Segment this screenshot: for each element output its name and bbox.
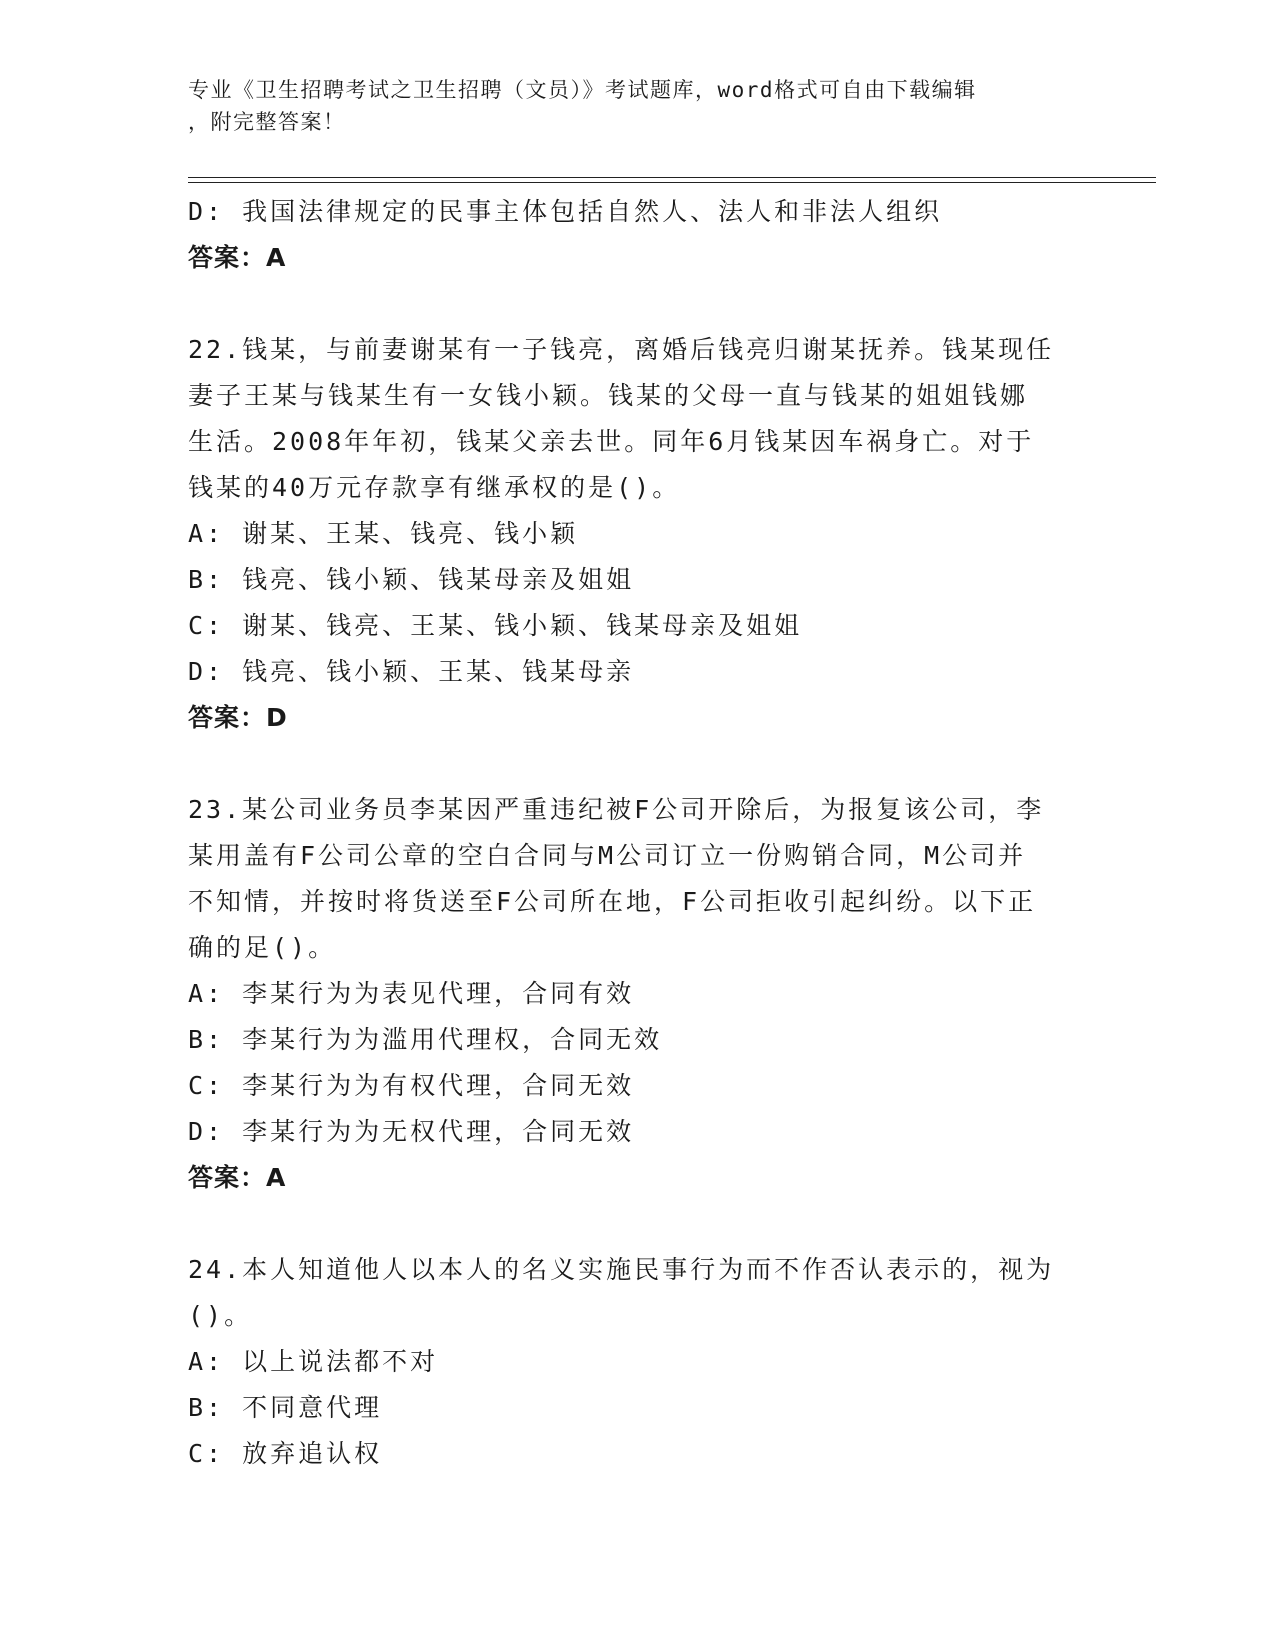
option-c: C: 放弃追认权 xyxy=(188,1439,383,1468)
question-content xyxy=(188,189,1088,1477)
option-d: D: 李某行为为无权代理，合同无效 xyxy=(188,1117,635,1146)
option-d: D: 我国法律规定的民事主体包括自然人、法人和非法人组织 xyxy=(188,197,943,226)
question-stem-line: 钱某的40万元存款享有继承权的是()。 xyxy=(188,473,681,502)
question-stem-line: 24.本人知道他人以本人的名义实施民事行为而不作否认表示的，视为 xyxy=(188,1255,1055,1284)
question-stem-line: 生活。2008年年初，钱某父亲去世。同年6月钱某因车祸身亡。对于 xyxy=(188,427,1035,456)
header-line-2: ，附完整答案！ xyxy=(188,110,346,134)
question-stem-line: 妻子王某与钱某生有一女钱小颖。钱某的父母一直与钱某的姐姐钱娜 xyxy=(188,381,1029,410)
option-b: B: 李某行为为滥用代理权，合同无效 xyxy=(188,1025,663,1054)
question-22 xyxy=(188,327,1088,741)
question-stem-line: 23.某公司业务员李某因严重违纪被F公司开除后，为报复该公司，李 xyxy=(188,795,1045,824)
question-24 xyxy=(188,1247,1088,1477)
option-c: C: 谢某、钱亮、王某、钱小颖、钱某母亲及姐姐 xyxy=(188,611,803,640)
answer-line: 答案：A xyxy=(188,1163,287,1192)
spacer xyxy=(188,1201,1088,1247)
option-d: D: 钱亮、钱小颖、王某、钱某母亲 xyxy=(188,657,635,686)
previous-question-tail xyxy=(188,189,1088,281)
spacer xyxy=(188,281,1088,327)
option-b: B: 不同意代理 xyxy=(188,1393,383,1422)
question-23 xyxy=(188,787,1088,1201)
answer-line: 答案：A xyxy=(188,243,287,272)
question-stem-line: ()。 xyxy=(188,1301,253,1330)
option-a: A: 谢某、王某、钱亮、钱小颖 xyxy=(188,519,579,548)
header-divider-top xyxy=(188,177,1156,178)
spacer xyxy=(188,741,1088,787)
header-line-1: 专业《卫生招聘考试之卫生招聘（文员）》考试题库，word格式可自由下载编辑 xyxy=(188,78,977,102)
option-a: A: 李某行为为表见代理，合同有效 xyxy=(188,979,635,1008)
option-b: B: 钱亮、钱小颖、钱某母亲及姐姐 xyxy=(188,565,635,594)
question-stem-line: 不知情，并按时将货送至F公司所在地，F公司拒收引起纠纷。以下正 xyxy=(188,887,1037,916)
option-a: A: 以上说法都不对 xyxy=(188,1347,439,1376)
question-stem-line: 确的足()。 xyxy=(188,933,337,962)
question-stem-line: 22.钱某，与前妻谢某有一子钱亮，离婚后钱亮归谢某抚养。钱某现任 xyxy=(188,335,1055,364)
page-header xyxy=(188,74,1088,138)
option-c: C: 李某行为为有权代理，合同无效 xyxy=(188,1071,635,1100)
answer-line: 答案：D xyxy=(188,703,288,732)
header-divider-bottom xyxy=(188,182,1156,183)
question-stem-line: 某用盖有F公司公章的空白合同与M公司订立一份购销合同，M公司并 xyxy=(188,841,1027,870)
